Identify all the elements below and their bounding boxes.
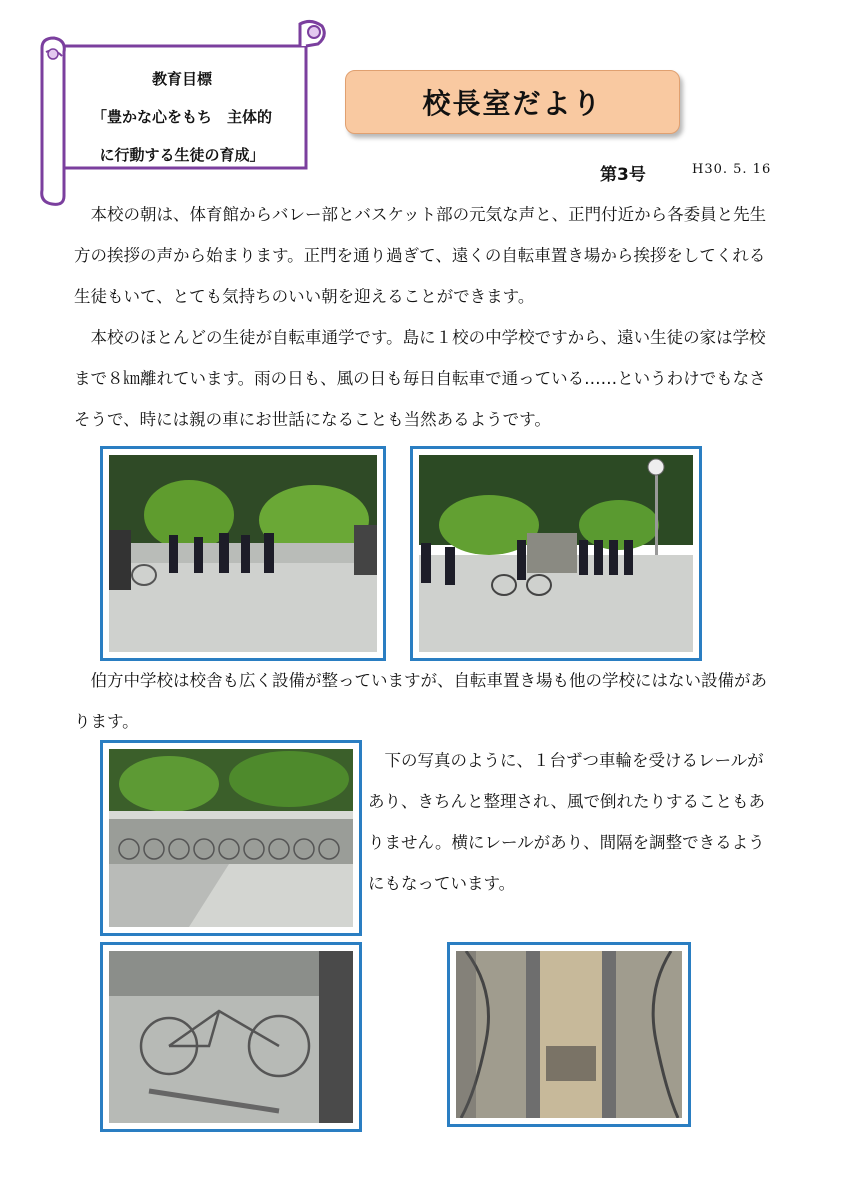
education-goal-line-2: に行動する生徒の育成」: [99, 146, 265, 164]
photo-illustration: [109, 749, 353, 927]
issue-number: 第3号: [600, 165, 646, 185]
paragraph-bicycle-commute: 本校のほとんどの生徒が自転車通学です。島に１校の中学校ですから、遠い生徒の家は学校まで８㎞離れています。雨の日も、風の日も毎日自転車で通っている……というわけでもなさそうで、時には親の車にお世話になることも当然あるようです。: [74, 328, 766, 429]
issue-date: H30. 5. 16: [692, 162, 772, 177]
paragraph-rail-description: 下の写真のように、１台ずつ車輪を受けるレールがあり、きちんと整理され、風で倒れたりすることもありません。横にレールがあり、間隔を調整できるようにもなっています。: [368, 751, 765, 893]
photo-illustration: [456, 951, 682, 1118]
photo-bicycle-parking: [100, 740, 362, 936]
paragraph-morning: 本校の朝は、体育館からバレー部とバスケット部の元気な声と、正門付近から各委員と先生方の挨拶の声から始まります。正門を通り過ぎて、遠くの自転車置き場から挨拶をしてくれる生徒もいて、とても気持ちのいい朝を迎えることができます。: [74, 205, 767, 306]
photo-bicycle-in-rack: [100, 942, 362, 1132]
photo-students-greeting-left: [100, 446, 386, 661]
photo-illustration: [109, 455, 377, 652]
education-goal-line-1: 「豊かな心をもち 主体的: [91, 108, 272, 126]
photo-illustration: [109, 951, 353, 1123]
photo-students-greeting-right: [410, 446, 702, 661]
paragraph-bicycle-facility: 伯方中学校は校舎も広く設備が整っていますが、自転車置き場も他の学校にはない設備があります。: [74, 671, 767, 731]
newsletter-title: 校長室だより: [345, 70, 680, 134]
photo-illustration: [419, 455, 693, 652]
photo-wheel-rails: [447, 942, 691, 1127]
education-goal-heading: 教育目標: [151, 70, 212, 88]
education-goal-text: [62, 60, 302, 174]
